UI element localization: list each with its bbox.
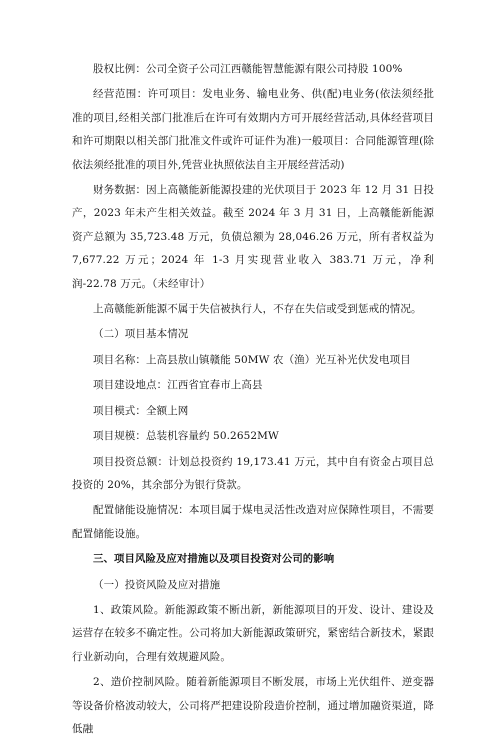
section-heading-risks: 三、项目风险及应对措施以及项目投资对公司的影响 <box>93 553 335 566</box>
credit-status-paragraph: 上高赣能新能源不属于失信被执行人，不存在失信或受到惩戒的情况。 <box>93 303 422 316</box>
document-page <box>72 58 434 741</box>
financial-data-paragraph: 财务数据：因上高赣能新能源投建的光伏项目于 2023 年 12 月 31 日投产，2023 年未产生相关效益。截至 2024 年 3 月 31 日，上高赣能新能源资产总额为 35,723.48 万元，负债总额为 28,046.26 万元，所有者权益为 7,677.22 万元；2024 年 1-3 月实现营业收入 383.71 万元，净利润-22.78 万元。（未经审计） <box>72 184 434 290</box>
project-scale-paragraph: 项目规模：总装机容量约 50.2652MW <box>93 430 279 443</box>
cost-control-risk-paragraph: 2、造价控制风险。随着新能源项目不断发展，市场上光伏组件、逆变器等设备价格波动较大，公司将严把建设阶段造价控制，通过增加融资渠道，降低融 <box>72 676 434 735</box>
policy-risk-paragraph: 1、政策风险。新能源政策不断出新，新能源项目的开发、设计、建设及运营存在较多不确定性。公司将加大新能源政策研究，紧密结合新技术，紧跟行业新动向，合理有效规避风险。 <box>72 603 434 663</box>
project-location-paragraph: 项目建设地点：江西省宜春市上高县 <box>93 379 263 392</box>
project-name-paragraph: 项目名称：上高县敖山镇赣能 50MW 农（渔）光互补光伏发电项目 <box>93 353 411 366</box>
section-heading-project-info: （二）项目基本情况 <box>93 328 189 341</box>
equity-ratio-paragraph: 股权比例：公司全资子公司江西赣能智慧能源有限公司持股 100% <box>93 63 403 75</box>
project-investment-paragraph: 项目投资总额：计划总投资约 19,173.41 万元，其中自有资金占项目总投资的 20%，其余部分为银行贷款。 <box>72 455 434 491</box>
energy-storage-paragraph: 配置储能设施情况：本项目属于煤电灵活性改造对应保障性项目，不需要配置储能设施。 <box>72 504 434 540</box>
subsection-heading-investment-risks: （一）投资风险及应对措施 <box>93 578 221 591</box>
project-mode-paragraph: 项目模式：全额上网 <box>93 404 189 417</box>
business-scope-paragraph: 经营范围：许可项目：发电业务、输电业务、供(配)电业务(依法须经批准的项目,经相关部门批准后在许可有效期内方可开展经营活动,具体经营项目和许可期限以相关部门批准文件或许可证件为准)一般项目：合同能源管理(除依法须经批准的项目外,凭营业执照依法自主开展经营活动) <box>72 88 434 171</box>
